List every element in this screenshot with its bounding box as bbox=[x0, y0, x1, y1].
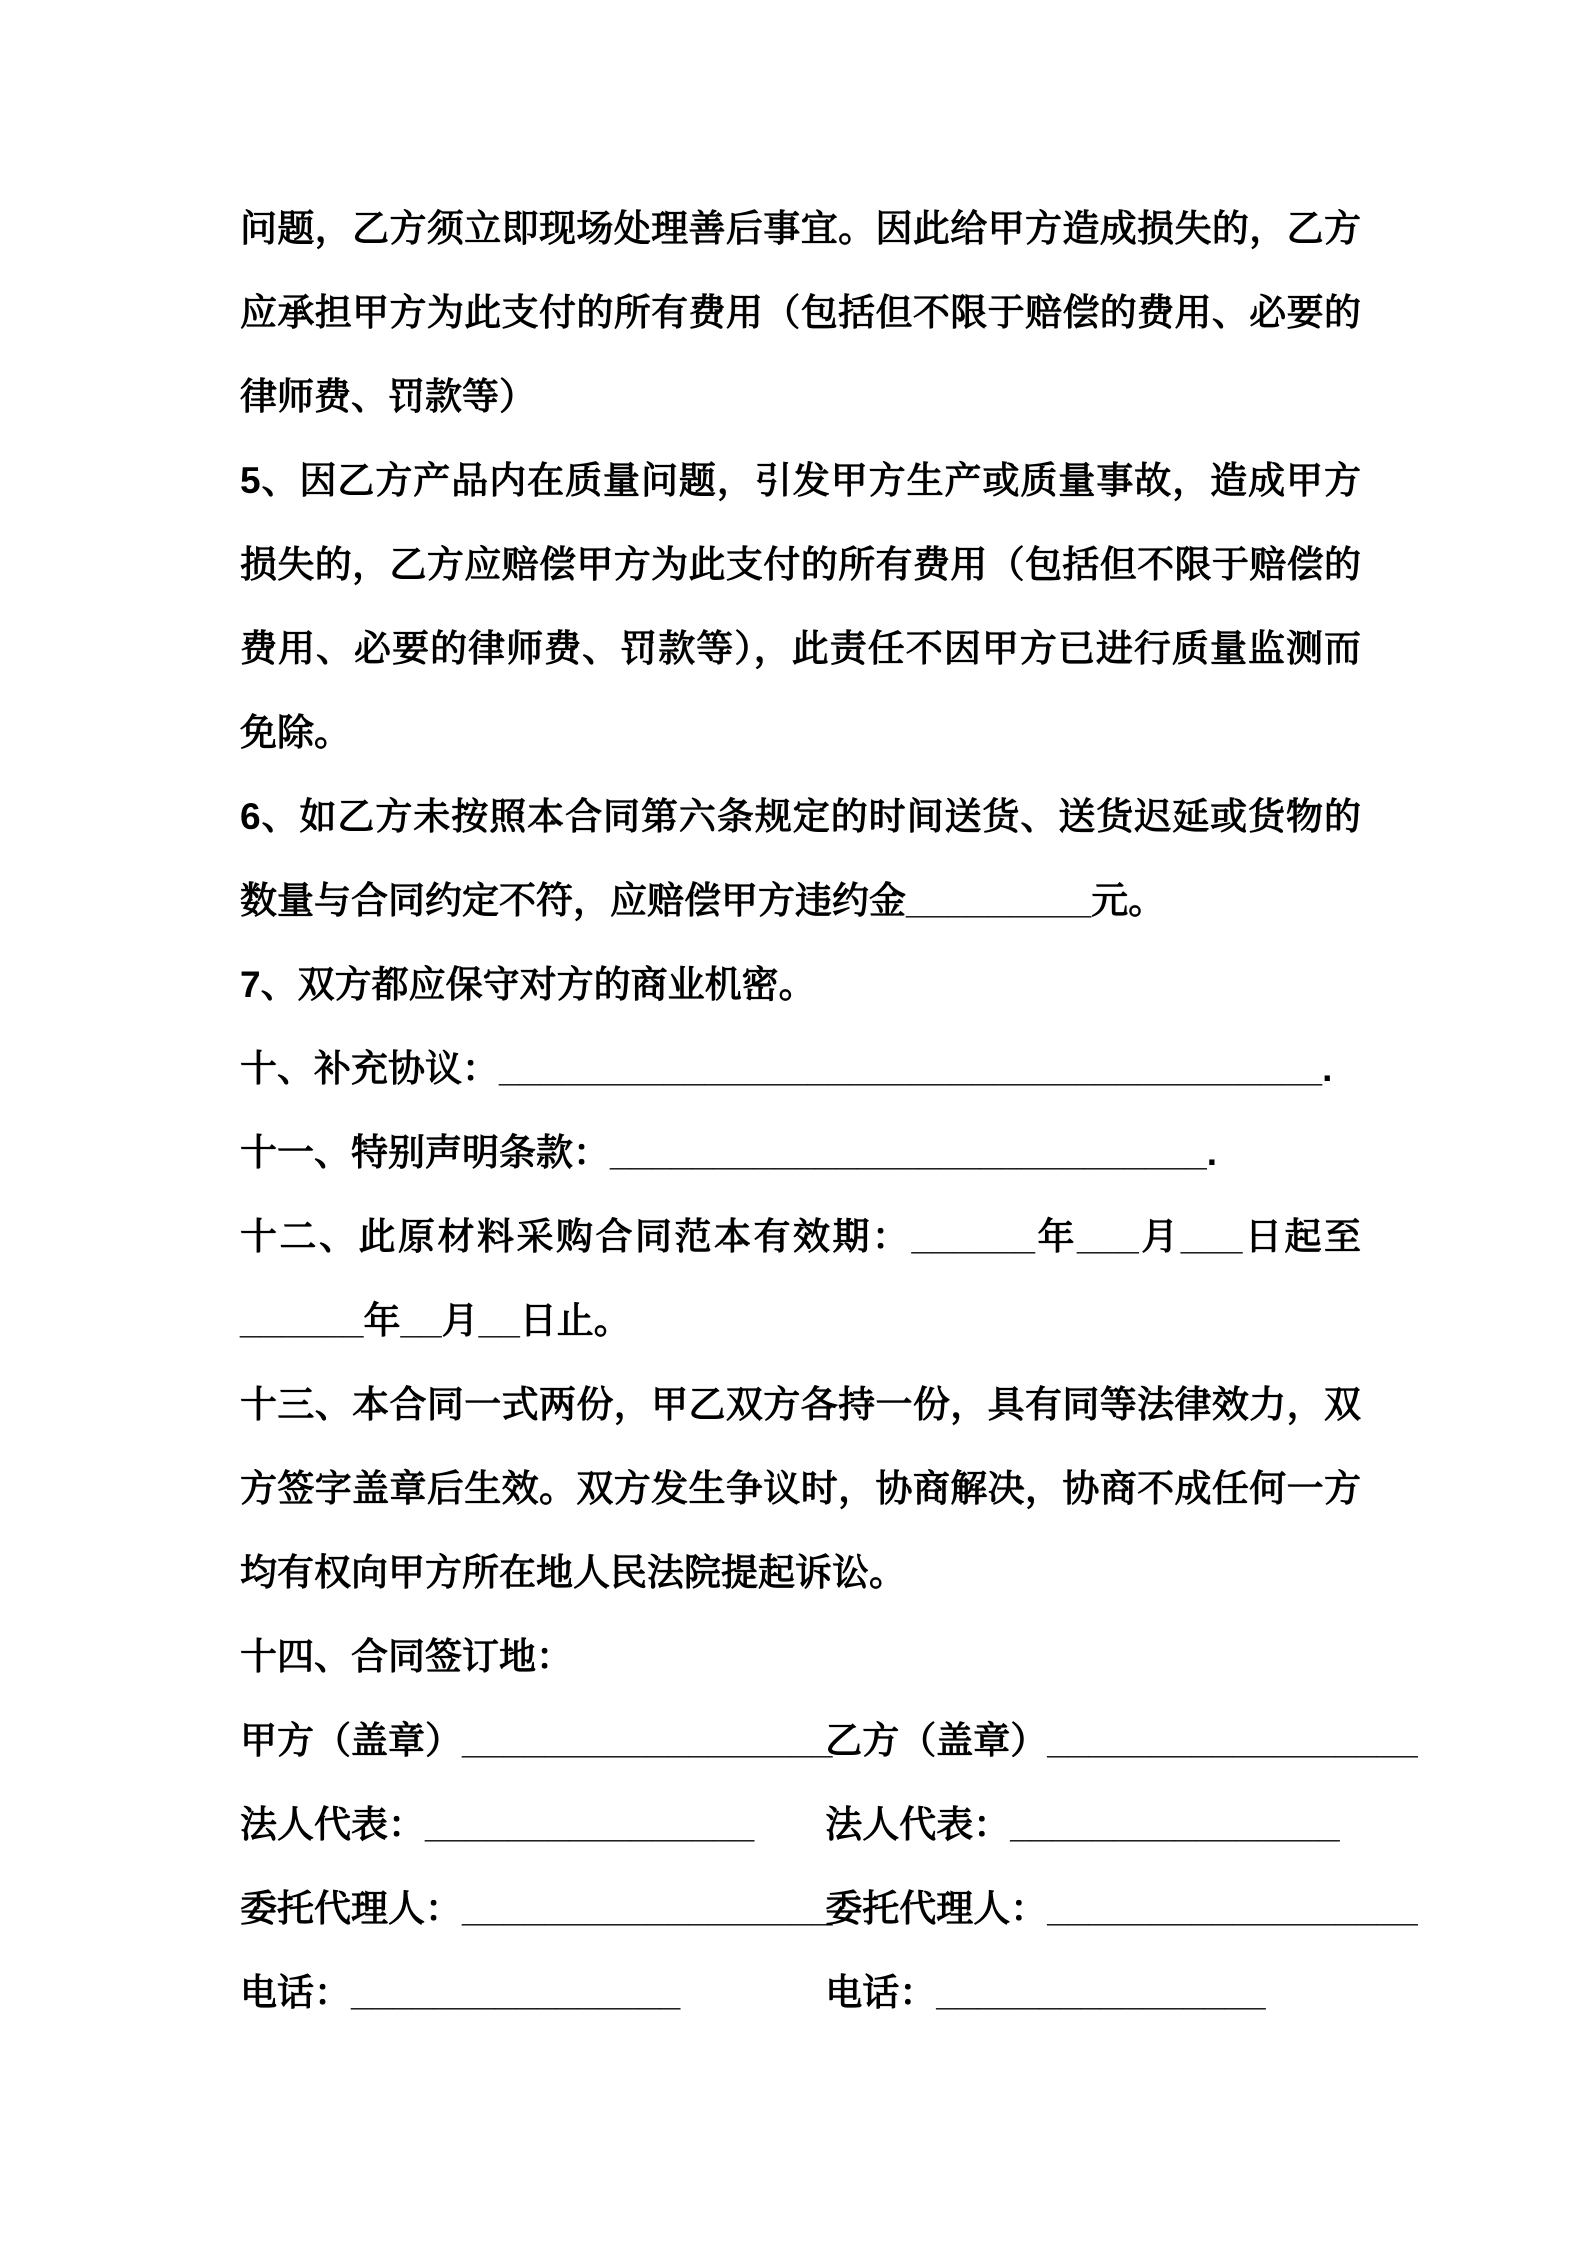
clause-6-line: 6、如乙方未按照本合同第六条规定的时间送货、送货迟延或货物的 bbox=[240, 796, 1361, 837]
phone-row bbox=[240, 1951, 1361, 2035]
article-13-copies-line: 十三、本合同一式两份，甲乙双方各持一份，具有同等法律效力，双 bbox=[240, 1384, 1361, 1425]
entrusted-agent-row bbox=[240, 1867, 1418, 1951]
legal-representative-row bbox=[240, 1783, 1361, 1867]
article-12-validity-period-line: ______年__月__日止。 bbox=[240, 1300, 631, 1341]
party-a-phone-field: 电话：________________ bbox=[240, 1972, 681, 2013]
clause-4-continuation-line: 律师费、罚款等） bbox=[240, 376, 536, 417]
clause-4-continuation-line: 问题，乙方须立即现场处理善后事宜。因此给甲方造成损失的，乙方 bbox=[240, 208, 1361, 249]
article-14-signing-place-line: 十四、合同签订地： bbox=[240, 1636, 573, 1677]
article-11-special-declaration-line: 十一、特别声明条款：_____________________________. bbox=[240, 1132, 1218, 1173]
party-b-seal-field: 乙方（盖章）__________________ bbox=[825, 1720, 1418, 1761]
clause-5-line: 费用、必要的律师费、罚款等），此责任不因甲方已进行质量监测而 bbox=[240, 628, 1361, 669]
clause-7-line: 7、双方都应保守对方的商业机密。 bbox=[240, 964, 816, 1005]
article-13-copies-line: 方签字盖章后生效。双方发生争议时，协商解决，协商不成任何一方 bbox=[240, 1468, 1361, 1509]
contract-body bbox=[240, 187, 1418, 2035]
clause-6-line-with-blank: 数量与合同约定不符，应赔偿甲方违约金_________元。 bbox=[240, 880, 1166, 921]
party-a-legal-representative-field: 法人代表：________________ bbox=[240, 1804, 755, 1845]
clause-5-line: 免除。 bbox=[240, 712, 351, 753]
article-12-validity-period-line: 十二、此原材料采购合同范本有效期：______年___月___日起至 bbox=[240, 1216, 1361, 1257]
clause-4-continuation-line: 应承担甲方为此支付的所有费用（包括但不限于赔偿的费用、必要的 bbox=[240, 292, 1361, 333]
clause-5-line: 损失的，乙方应赔偿甲方为此支付的所有费用（包括但不限于赔偿的 bbox=[240, 544, 1361, 585]
party-b-phone-field: 电话：________________ bbox=[825, 1972, 1266, 2013]
seal-signature-row bbox=[240, 1699, 1418, 1783]
clause-5-line: 5、因乙方产品内在质量问题，引发甲方生产或质量事故，造成甲方 bbox=[240, 460, 1361, 501]
party-b-entrusted-agent-field: 委托代理人：__________________ bbox=[825, 1888, 1418, 1929]
party-b-legal-representative-field: 法人代表：________________ bbox=[825, 1804, 1340, 1845]
article-10-supplementary-agreement-line: 十、补充协议：________________________________________. bbox=[240, 1048, 1333, 1089]
party-a-entrusted-agent-field: 委托代理人：__________________ bbox=[240, 1888, 833, 1929]
article-13-copies-line: 均有权向甲方所在地人民法院提起诉讼。 bbox=[240, 1552, 906, 1593]
party-a-seal-field: 甲方（盖章）__________________ bbox=[240, 1720, 833, 1761]
